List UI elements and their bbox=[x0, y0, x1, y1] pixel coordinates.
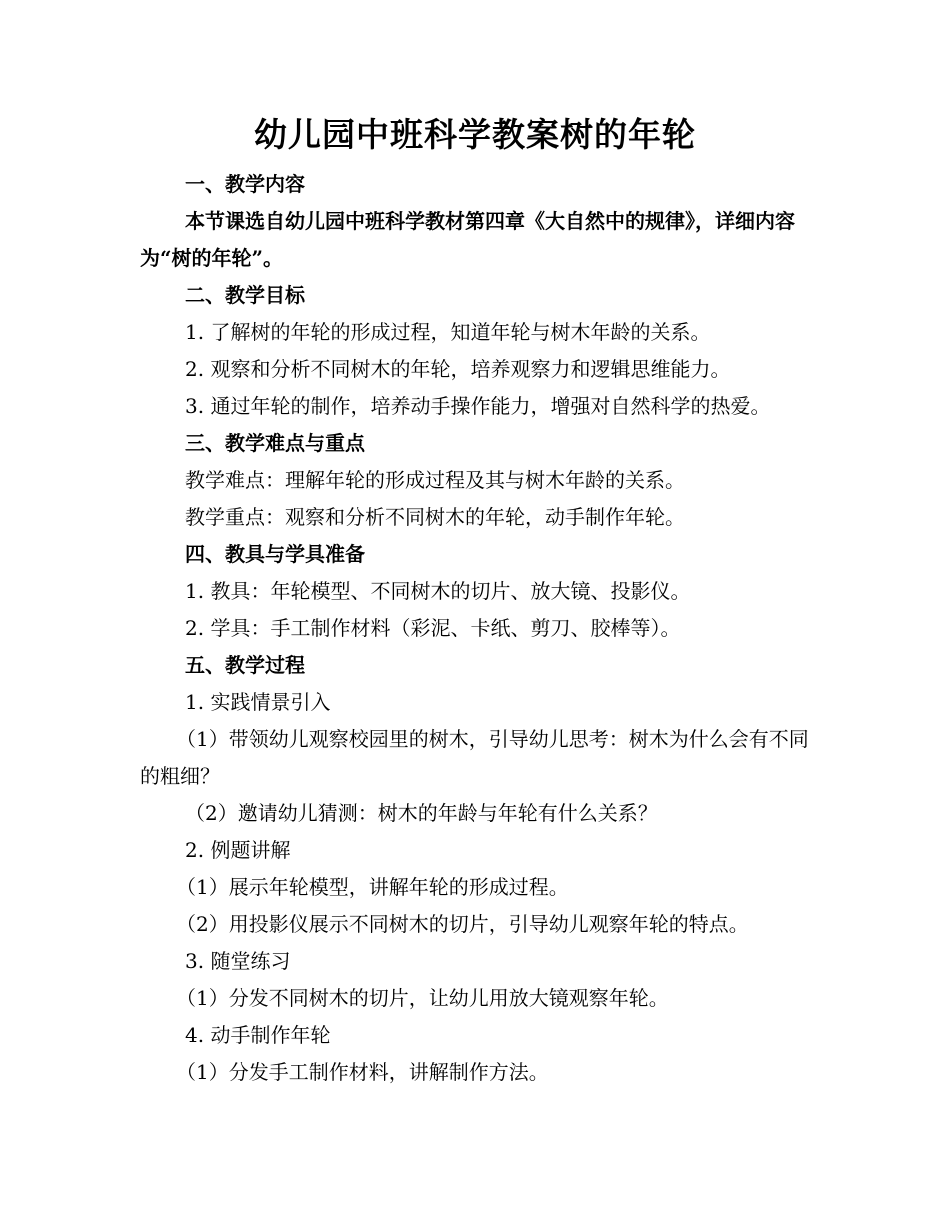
process-substep: （2）邀请幼儿猜测：树木的年龄与年轮有什么关系？ bbox=[185, 801, 658, 825]
focus-text: 教学重点：观察和分析不同树木的年轮，动手制作年轮。 bbox=[185, 505, 685, 529]
process-substep: （1）分发不同树木的切片，让幼儿用放大镜观察年轮。 bbox=[176, 986, 669, 1010]
process-substep: （1）分发手工制作材料，讲解制作方法。 bbox=[176, 1060, 549, 1084]
process-substep: （2）用投影仪展示不同树木的切片，引导幼儿观察年轮的特点。 bbox=[176, 912, 749, 936]
goal-item: 3. 通过年轮的制作，培养动手操作能力，增强对自然科学的热爱。 bbox=[185, 394, 771, 418]
process-step: 2. 例题讲解 bbox=[185, 838, 291, 862]
goal-item: 2. 观察和分析不同树木的年轮，培养观察力和逻辑思维能力。 bbox=[185, 357, 731, 381]
goal-item: 1. 了解树的年轮的形成过程，知道年轮与树木年龄的关系。 bbox=[185, 320, 711, 344]
document-title: 幼儿园中班科学教案树的年轮 bbox=[254, 115, 696, 154]
process-step: 3. 随堂练习 bbox=[185, 949, 291, 973]
paragraph-content: 本节课选自幼儿园中班科学教材第四章《大自然中的规律》，详细内容为“树的年轮”。 bbox=[140, 209, 795, 270]
process-step: 4. 动手制作年轮 bbox=[185, 1023, 331, 1047]
section-heading-goals: 二、教学目标 bbox=[185, 283, 305, 307]
process-substep: （1）带领幼儿观察校园里的树木，引导幼儿思考：树木为什么会有不同的粗细？ bbox=[140, 727, 809, 788]
section-heading-process: 五、教学过程 bbox=[185, 653, 305, 677]
section-heading-key-points: 三、教学难点与重点 bbox=[185, 431, 365, 455]
document-body bbox=[140, 166, 820, 1091]
section-heading-content: 一、教学内容 bbox=[185, 172, 305, 196]
process-substep: （1）展示年轮模型，讲解年轮的形成过程。 bbox=[176, 875, 569, 899]
materials-item: 1. 教具：年轮模型、不同树木的切片、放大镜、投影仪。 bbox=[185, 579, 691, 603]
section-heading-materials: 四、教具与学具准备 bbox=[185, 542, 365, 566]
process-step: 1. 实践情景引入 bbox=[185, 690, 331, 714]
materials-item: 2. 学具：手工制作材料（彩泥、卡纸、剪刀、胶棒等）。 bbox=[185, 616, 681, 640]
difficulty-text: 教学难点：理解年轮的形成过程及其与树木年龄的关系。 bbox=[185, 468, 685, 492]
